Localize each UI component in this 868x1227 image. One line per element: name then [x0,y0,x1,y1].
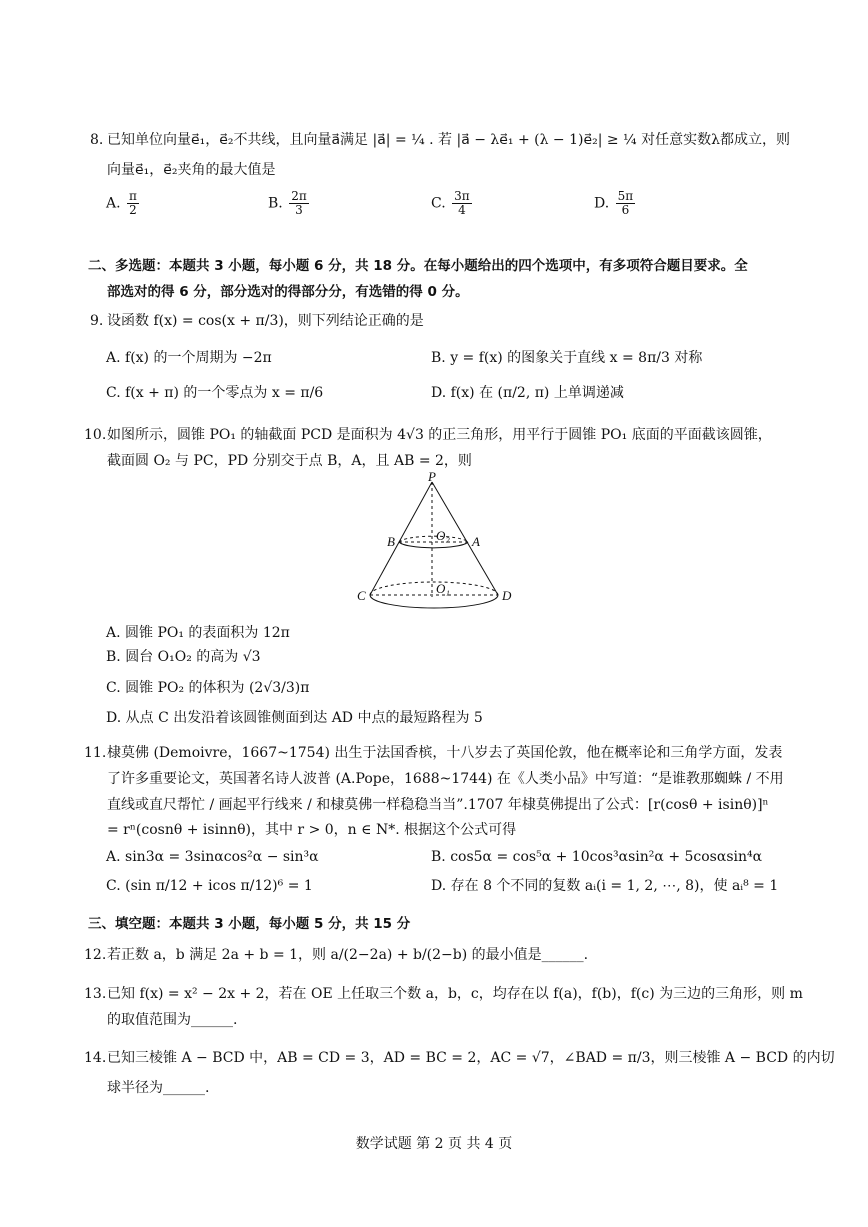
base-ellipse-front [370,595,498,608]
q10-option-c: C. 圆锥 PO₂ 的体积为 (2√3/3)π [106,680,310,696]
q12-stem: 若正数 a，b 满足 2a + b = 1，则 a/(2−2a) + b/(2−b) 的最小值是______. [107,947,589,963]
label-b: B [387,534,395,549]
q9-option-c: C. f(x + π) 的一个零点为 x = π/6 [106,385,324,401]
q11-stem-line2: 了许多重要论文，英国著名诗人波普 (A.Pope，1688~1744) 在《人类小品》中写道：“是谁教那蜘蛛 / 不用 [107,771,784,787]
label-p: P [428,472,436,484]
q10-stem-line2: 截面圆 O₂ 与 PC，PD 分别交于点 B，A，且 AB = 2，则 [107,453,472,469]
question-number-14: 14. [84,1050,107,1066]
q11-option-b: B. cos5α = cos⁵α + 10cos³αsin²α + 5cosαsin⁴α [431,849,763,865]
section-3-heading: 三、填空题：本题共 3 小题，每小题 5 分，共 15 分 [88,916,411,932]
q11-option-a: A. sin3α = 3sinαcos²α − sin³α [106,849,319,865]
section-ellipse-front [399,542,468,548]
q8-option-c: C. $\frac{3\pi}{4}$ [431,189,470,217]
question-number-10: 10. [84,427,107,443]
q10-stem-line1: 如图所示，圆锥 PO₁ 的轴截面 PCD 是面积为 4√3 的正三角形，用平行于圆锥 PO₁ 底面的平面截该圆锥， [107,427,772,443]
question-number-12: 12. [84,947,107,963]
q14-stem-line2: 球半径为______. [107,1080,210,1096]
q11-stem-line3: 直线或直尺帮忙 / 画起平行线来 / 和棣莫佛一样稳稳当当”.1707 年棣莫佛提出了公式：[r(cosθ + isinθ)]ⁿ [107,797,769,813]
label-o2: O₂ [436,528,450,543]
section-2-heading-line2: 部选对的得 6 分，部分选对的得部分分，有选错的得 0 分。 [107,284,469,300]
q10-option-a: A. 圆锥 PO₁ 的表面积为 12π [106,625,290,641]
question-number-13: 13. [84,986,107,1002]
label-a: A [472,534,480,549]
question-number-8: 8. [90,132,104,148]
q9-option-a: A. f(x) 的一个周期为 −2π [106,350,272,366]
q8-option-d: D. $\frac{5\pi}{6}$ [594,189,634,217]
q8-stem-line1: 已知单位向量e⃗₁，e⃗₂不共线，且向量a⃗满足 |a⃗| = ¼ . 若 |a⃗ − λe⃗₁ + (λ − 1)e⃗₂| ≥ ¼ 对任意实数λ都成立，则 [107,132,790,148]
q11-stem-line4: = rⁿ(cosnθ + isinnθ)，其中 r > 0，n ∈ N*. 根据这个公式可得 [107,822,517,838]
label-o1: O₁ [436,581,450,596]
q8-stem-line2: 向量e⃗₁，e⃗₂夹角的最大值是 [107,162,276,178]
q14-stem-line1: 已知三棱锥 A − BCD 中，AB = CD = 3，AD = BC = 2，AC = √7，∠BAD = π/3，则三棱锥 A − BCD 的内切 [107,1050,835,1066]
q9-stem: 设函数 f(x) = cos(x + π/3)，则下列结论正确的是 [107,313,424,329]
q11-stem-line1: 棣莫佛 (Demoivre，1667~1754) 出生于法国香槟，十八岁去了英国伦敦，他在概率论和三角学方面，发表 [107,745,783,761]
section-ellipse-back [399,536,468,542]
q10-option-b: B. 圆台 O₁O₂ 的高为 √3 [106,649,261,665]
q13-stem-line1: 已知 f(x) = x² − 2x + 2，若在 OE 上任取三个数 a，b，c，均存在以 f(a)，f(b)，f(c) 为三边的三角形，则 m [107,986,803,1002]
label-d: D [502,588,512,603]
cone-edge-pc [370,482,432,595]
label-c: C [357,588,366,603]
page-footer: 数学试题 第 2 页 共 4 页 [355,1136,513,1152]
q8-option-b: B. $\frac{2\pi}{3}$ [268,189,307,217]
base-ellipse-back [370,582,498,595]
q9-option-b: B. y = f(x) 的图象关于直线 x = 8π/3 对称 [431,350,703,366]
q10-option-d: D. 从点 C 出发沿着该圆锥侧面到达 AD 中点的最短路程为 5 [106,710,483,726]
q11-option-c: C. (sin π/12 + icos π/12)⁶ = 1 [106,878,313,894]
section-2-heading-line1: 二、多选题：本题共 3 小题，每小题 6 分，共 18 分。在每小题给出的四个选项中，有多项符合题目要求。全 [88,258,748,274]
cone-figure [352,472,522,612]
question-number-9: 9. [90,313,104,329]
q8-option-a: A. $\frac{\pi}{2}$ [106,189,137,217]
q9-option-d: D. f(x) 在 (π/2, π) 上单调递减 [431,385,624,401]
q13-stem-line2: 的取值范围为______. [107,1012,238,1028]
question-number-11: 11. [84,745,107,761]
q11-option-d: D. 存在 8 个不同的复数 aᵢ(i = 1, 2, ⋯, 8)，使 aᵢ⁸ = 1 [431,878,779,894]
